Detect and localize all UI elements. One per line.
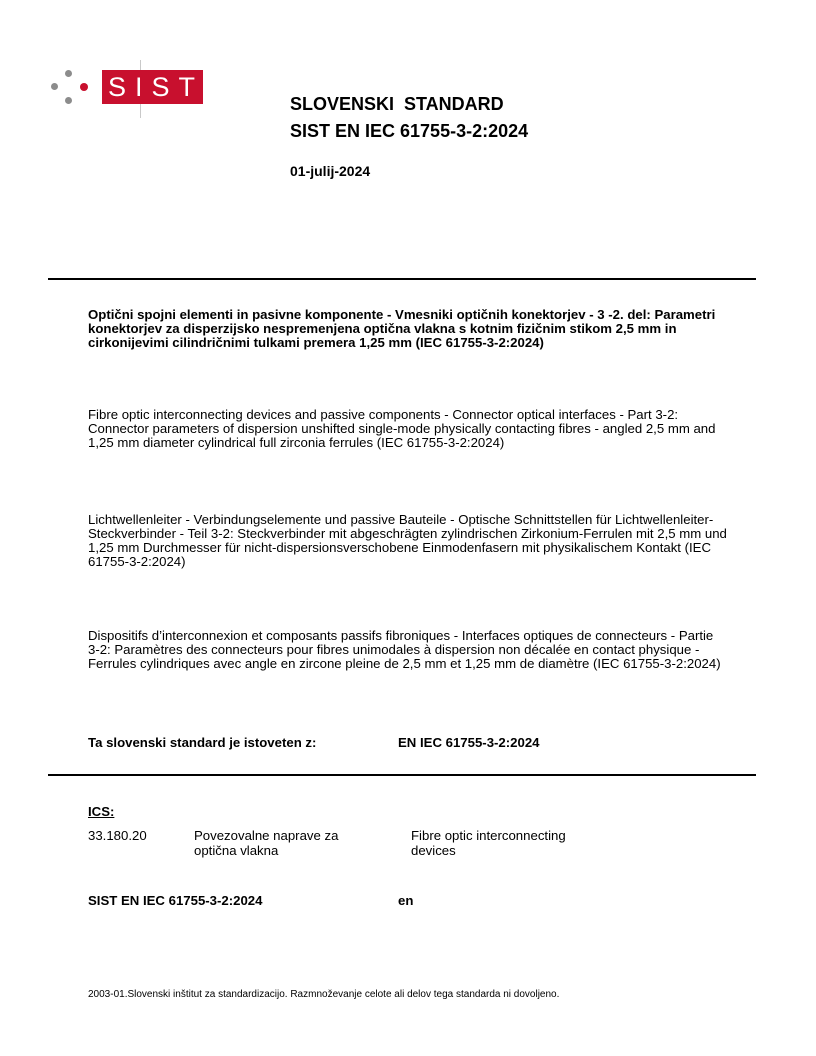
ics-heading: ICS: xyxy=(88,804,115,819)
equivalence-label: Ta slovenski standard je istoveten z: xyxy=(88,735,317,750)
standard-type: SLOVENSKI STANDARD xyxy=(290,94,504,114)
title-french: Dispositifs d’interconnexion et composants passifs fibroniques - Interfaces optiques de connecteurs - Partie 3-2: Paramètres des connecteurs pour fibres unimodales à dispersion non décalée en contact physique - Ferrules cylindriques avec angle en zircone pleine de 2,5 mm et 1,25 mm de diamètre (IEC 61755-3-2:2024) xyxy=(88,628,721,671)
standard-number: SIST EN IEC 61755-3-2:2024 xyxy=(290,121,529,141)
ics-description-sl: Povezovalne naprave za optična vlakna xyxy=(194,828,339,858)
document-language: en xyxy=(398,893,414,908)
title-german: Lichtwellenleiter - Verbindungselemente und passive Bauteile - Optische Schnittstellen für Lichtwellenleiter-Steckverbinder - Teil 3-2: Steckverbinder mit abgeschrägten zylindrischen Zirkonium-Ferrulen mit 2,5 mm und 1,25 mm Durchmesser für nicht-dispersionsverschobene Einmodenfasern mit physikalischem Kontakt (IEC 61755-3-2:2024) xyxy=(88,512,727,569)
logo-dot xyxy=(51,83,58,90)
ics-code: 33.180.20 xyxy=(88,828,147,843)
logo-dot xyxy=(65,70,72,77)
equivalence-value: EN IEC 61755-3-2:2024 xyxy=(398,735,540,750)
divider-bottom xyxy=(48,774,756,776)
logo-dot-red xyxy=(80,83,88,91)
logo-dot xyxy=(65,97,72,104)
document-code: SIST EN IEC 61755-3-2:2024 xyxy=(88,893,263,908)
ics-description-en: Fibre optic interconnecting devices xyxy=(411,828,566,858)
publication-date: 01-julij-2024 xyxy=(290,163,371,179)
divider-top xyxy=(48,278,756,280)
title-english: Fibre optic interconnecting devices and passive components - Connector optical interfaces - Part 3-2: Connector parameters of dispersion unshifted single-mode physically contacting fibres - angled 2,5 mm and 1,25 mm diameter cylindrical full zirconia ferrules (IEC 61755-3-2:2024) xyxy=(88,407,716,450)
title-slovenian: Optični spojni elementi in pasivne komponente - Vmesniki optičnih konektorjev - 3 -2. del: Parametri konektorjev za disperzijsko nespremenjena optična vlakna s kotnim fizičnim stikom 2,5 mm in cirkonijevimi cilindričnimi tulkami premera 1,25 mm (IEC 61755-3-2:2024) xyxy=(88,307,716,350)
logo-wordmark: SIST xyxy=(102,70,203,104)
copyright-footer: 2003-01.Slovenski inštitut za standardizacijo. Razmnoževanje celote ali delov tega standarda ni dovoljeno. xyxy=(88,989,560,1000)
